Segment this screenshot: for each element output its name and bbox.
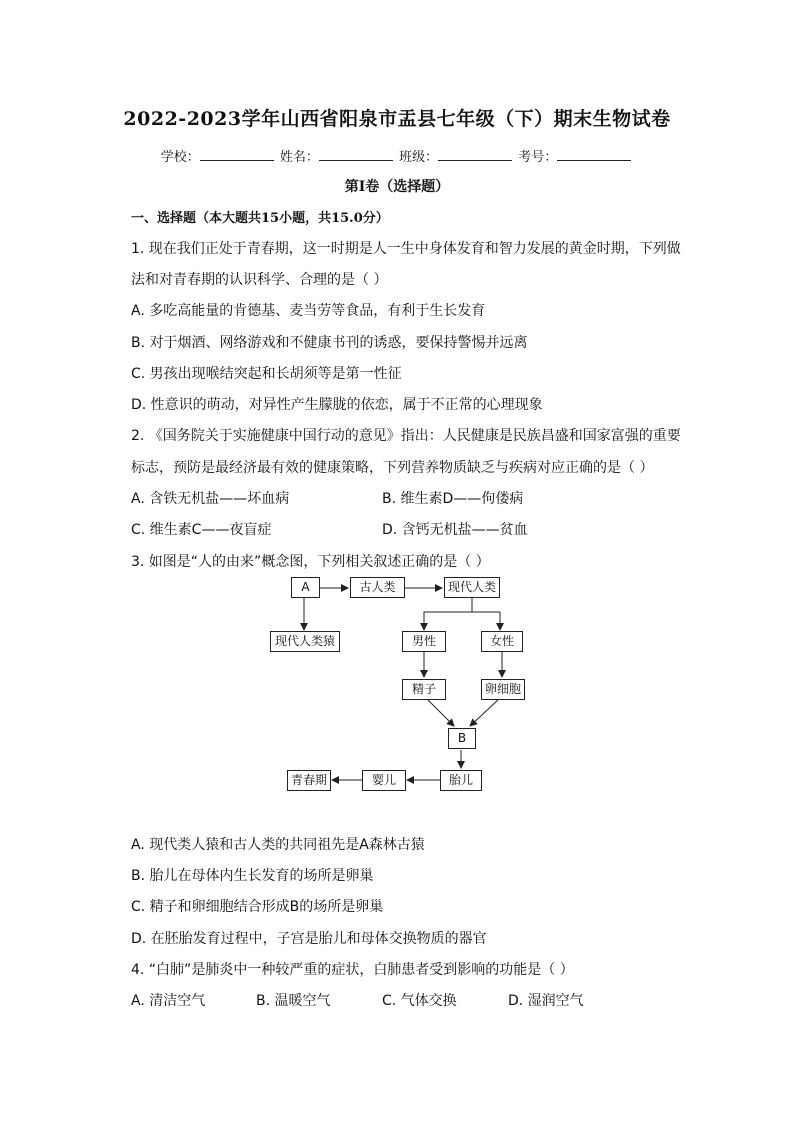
q2-option-d: D. 含钙无机盐——贫血	[382, 522, 528, 538]
q4-option-b: B. 温暖空气	[256, 993, 331, 1009]
q3-option-b: B. 胎儿在母体内生长发育的场所是卵巢	[131, 868, 374, 884]
q3-stem: 3. 如图是“人的由来”概念图，下列相关叙述正确的是（ ）	[131, 554, 490, 570]
q4-option-c: C. 气体交换	[382, 993, 457, 1009]
node-b: B	[448, 728, 476, 749]
q4-stem: 4. “白肺”是肺炎中一种较严重的症状，白肺患者受到影响的功能是（ ）	[131, 962, 574, 978]
node-male: 男性	[402, 631, 446, 652]
arrow-modern-to-male	[424, 598, 472, 630]
node-ancient-human: 古人类	[350, 577, 405, 598]
name-blank[interactable]	[319, 148, 393, 161]
q2-stem-line2: 标志，预防是最经济最有效的健康策略，下列营养物质缺乏与疾病对应正确的是（ ）	[131, 460, 654, 476]
name-label: 姓名：	[279, 150, 319, 165]
class-label: 班级：	[399, 150, 439, 165]
exam-no-blank[interactable]	[557, 148, 631, 161]
school-label: 学校：	[160, 150, 200, 165]
q3-option-d: D. 在胚胎发育过程中，子宫是胎儿和母体交换物质的器官	[131, 931, 487, 947]
q1-option-d: D. 性意识的萌动，对异性产生朦胧的依恋，属于不正常的心理现象	[131, 397, 543, 413]
section-title: 第I卷（选择题）	[344, 179, 450, 195]
student-info-row	[0, 146, 794, 165]
q4-option-d: D. 湿润空气	[508, 993, 584, 1009]
q1-stem-line1: 1. 现在我们正处于青春期，这一时期是人一生中身体发育和智力发展的黄金时期，下列做	[131, 241, 681, 257]
node-baby: 婴儿	[362, 770, 406, 791]
q3-option-c: C. 精子和卵细胞结合形成B的场所是卵巢	[131, 899, 384, 915]
q3-option-a: A. 现代类人猿和古人类的共同祖先是A森林古猿	[131, 837, 425, 853]
node-puberty: 青春期	[287, 770, 331, 791]
node-fetus: 胎儿	[440, 770, 482, 791]
q1-option-a: A. 多吃高能量的肯德基、麦当劳等食品，有利于生长发育	[131, 303, 486, 319]
school-blank[interactable]	[200, 148, 274, 161]
q1-option-c: C. 男孩出现喉结突起和长胡须等是第一性征	[131, 366, 402, 382]
q2-stem-line1: 2. 《国务院关于实施健康中国行动的意见》指出：人民健康是民族昌盛和国家富强的重要	[131, 428, 681, 444]
class-blank[interactable]	[438, 148, 512, 161]
node-egg: 卵细胞	[481, 679, 525, 700]
exam-no-label: 考号：	[518, 150, 558, 165]
arrow-sperm-to-b	[428, 700, 454, 726]
q1-option-b: B. 对于烟酒、网络游戏和不健康书刊的诱惑，要保持警惕并远离	[131, 335, 528, 351]
arrow-egg-to-b	[470, 700, 498, 726]
node-sperm: 精子	[402, 679, 446, 700]
q2-option-b: B. 维生素D——佝偻病	[382, 491, 524, 507]
part-title: 一、选择题（本大题共15小题，共15.0分）	[131, 211, 389, 226]
exam-title: 2022-2023学年山西省阳泉市盂县七年级（下）期末生物试卷	[123, 108, 671, 130]
node-modern-human: 现代人类	[444, 577, 500, 598]
q4-option-a: A. 清洁空气	[131, 993, 206, 1009]
q2-option-c: C. 维生素C——夜盲症	[131, 522, 272, 538]
q2-option-a: A. 含铁无机盐——坏血病	[131, 491, 290, 507]
node-a: A	[291, 577, 320, 598]
node-modern-ape: 现代人类猿	[270, 631, 340, 652]
q1-stem-line2: 法和对青春期的认识科学、合理的是（ ）	[131, 272, 388, 288]
node-female: 女性	[481, 631, 523, 652]
